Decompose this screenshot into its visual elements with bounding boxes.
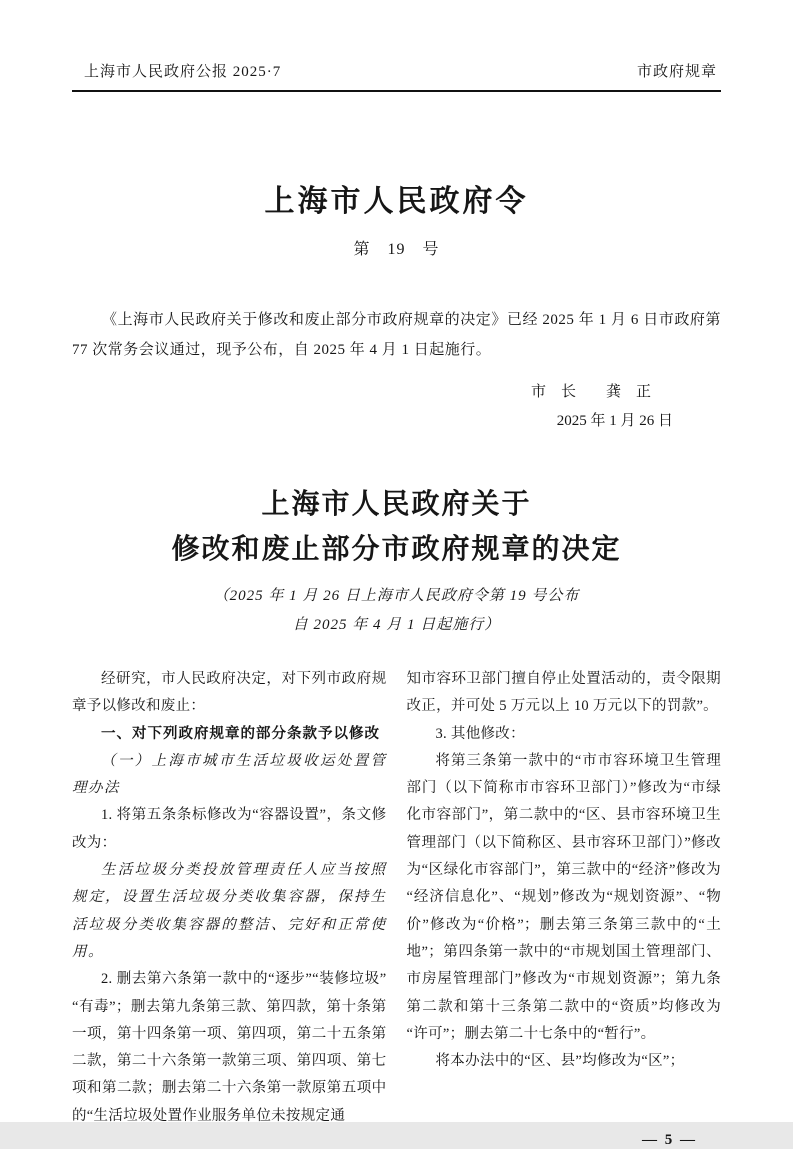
paragraph: 生活垃圾分类投放管理责任人应当按照规定，设置生活垃圾分类收集容器，保持生活垃圾分类收集容器的整洁、完好和正常使用。 [72,862,387,960]
column-left [72,666,387,1130]
decision-title-line2: 修改和废止部分市政府规章的决定 [171,534,622,565]
paragraph: 将本办法中的“区、县”均修改为“区”； [435,1053,685,1070]
header-section-label: 市政府规章 [636,64,717,80]
signer-name: 龚 正 [605,384,651,400]
page-number: — 5 — [642,1132,697,1149]
paragraph: 2. 删去第六条第一款中的“逐步”“装修垃圾”“有毒”；删去第九条第三款、第四款，第十条第一项，第十四条第一项、第四项，第二十五条第二款，第二十六条第一款第三项、第四项、第七项和第二款；删去第二十六条第一款原第五项中的“生活垃圾处置作业服务单位未按规定通 [72,971,387,1124]
paragraph: 将第三条第一款中的“市市容环境卫生管理部门（以下简称市市容环卫部门）”修改为“市绿化市容部门”，第二款中的“区、县市容环境卫生管理部门（以下简称区、县市容环卫部门）”修改为“区绿化市容部门”，第三款中的“经济”修改为“经济信息化”、“规划”修改为“规划资源”、“物价”修改为“价格”；删去第三条第三款中的“土地”；第四条第一款中的“市规划国土管理部门、市房屋管理部门”修改为“市规划资源”；第九条第二款和第十三条第二款中的“资质”均修改为“许可”；删去第二十七条中的“暂行”。 [406,752,721,1042]
decision-title-line1: 上海市人民政府关于 [261,489,532,520]
paragraph: 经研究，市人民政府决定，对下列市政府规章予以修改和废止： [72,671,387,715]
body-columns [72,666,721,1130]
signature-date: 2025 年 1 月 26 日 [556,413,673,429]
paragraph: 一、对下列政府规章的部分条款予以修改 [101,725,380,742]
column-right [407,666,722,1130]
running-header [72,60,721,92]
decision-subtitle-line1: （2025 年 1 月 26 日上海市人民政府令第 19 号公布 [213,588,580,604]
decree-number: 第 19 号 [353,241,440,258]
decision-title [72,482,721,572]
decision-subtitle-line2: 自 2025 年 4 月 1 日起施行） [292,617,501,633]
signature-line [72,380,721,401]
decision-subtitle [72,582,721,640]
paragraph: 知市容环卫部门擅自停止处置活动的，责令限期改正，并可处 5 万元以上 10 万元以下的罚款”。 [406,671,721,715]
header-gazette-title: 上海市人民政府公报 2025·7 [84,64,282,80]
paragraph: 1. 将第五条条标修改为“容器设置”，条文修改为： [72,807,387,851]
signer-title: 市 长 [530,384,576,400]
paragraph: 3. 其他修改： [435,725,525,742]
decree-title: 上海市人民政府令 [264,185,529,218]
decree-body-paragraph: 《上海市人民政府关于修改和废止部分市政府规章的决定》已经 2025 年 1 月 6 日市政府第 77 次常务会议通过，现予公布，自 2025 年 4 月 1 日起施行。 [72,312,721,358]
paragraph: （一）上海市城市生活垃圾收运处置管理办法 [72,752,387,797]
